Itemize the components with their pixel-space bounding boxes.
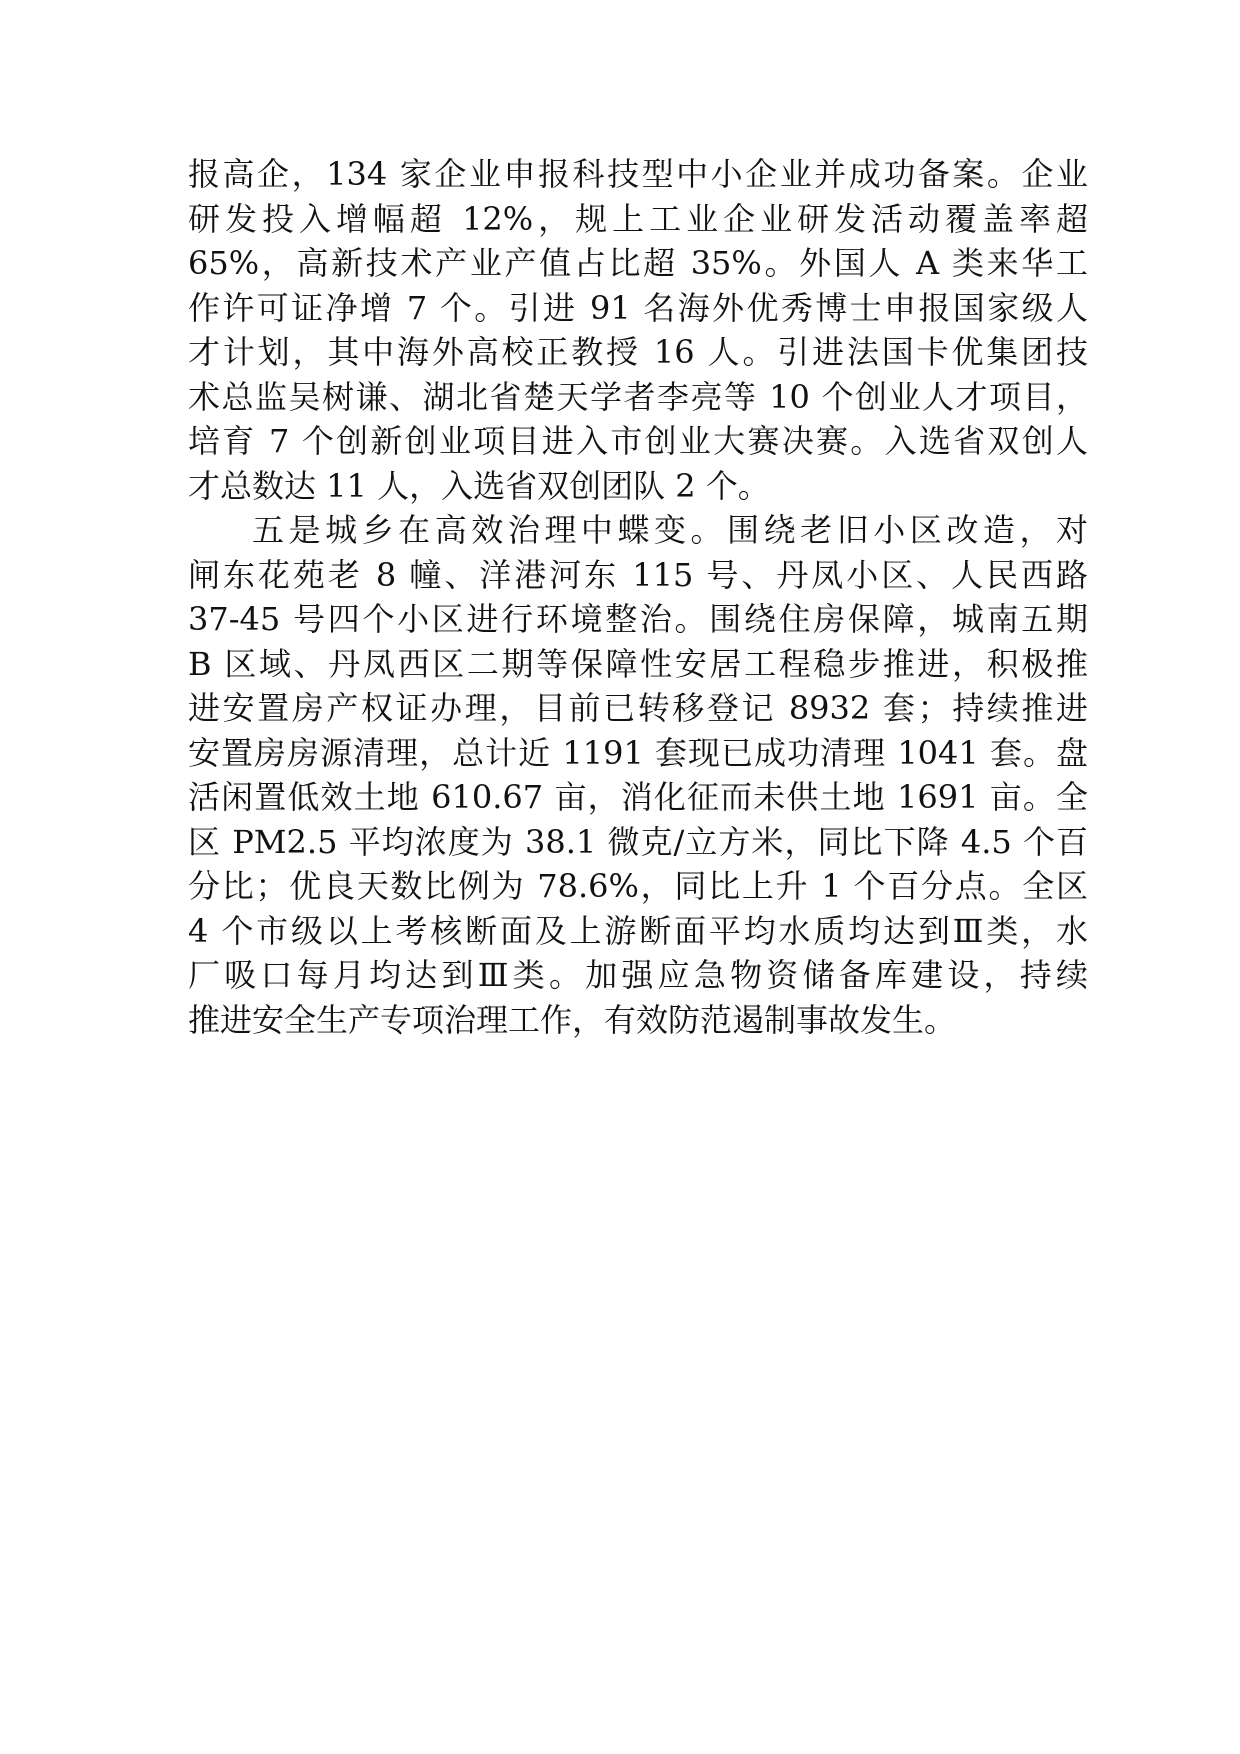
text-line: 安置房房源清理，总计近 1191 套现已成功清理 1041 套。盘: [188, 733, 1088, 772]
text-line: 65%，高新技术产业产值占比超 35%。外国人 A 类来华工: [188, 244, 1088, 282]
text-line: 活闲置低效土地 610.67 亩，消化征而未供土地 1691 亩。全: [188, 778, 1088, 816]
text-line: 才计划，其中海外高校正教授 16 人。引进法国卡优集团技: [188, 333, 1088, 371]
text-line: 分比；优良天数比例为 78.6%，同比上升 1 个百分点。全区: [188, 867, 1088, 905]
text-line: 研发投入增幅超 12%，规上工业企业研发活动覆盖率超: [188, 199, 1088, 238]
text-line: 术总监吴树谦、湖北省楚天学者李亮等 10 个创业人才项目，: [188, 377, 1088, 416]
text-line: 才总数达 11 人，入选省双创团队 2 个。: [188, 466, 770, 505]
text-line: B 区域、丹凤西区二期等保障性安居工程稳步推进，积极推: [188, 644, 1088, 683]
text-line: 37-45 号四个小区进行环境整治。围绕住房保障，城南五期: [188, 600, 1088, 638]
document-body: [188, 152, 1088, 1042]
text-line: 报高企，134 家企业申报科技型中小企业并成功备案。企业: [188, 155, 1088, 193]
text-line: 闸东花苑老 8 幢、洋港河东 115 号、丹凤小区、人民西路: [188, 555, 1088, 594]
text-line: 推进安全生产专项治理工作，有效防范遏制事故发生。: [188, 1000, 957, 1039]
text-line: 五是城乡在高效治理中蝶变。围绕老旧小区改造，对: [252, 511, 1088, 549]
text-line: 4 个市级以上考核断面及上游断面平均水质均达到Ⅲ类，水: [188, 911, 1088, 950]
text-line: 培育 7 个创新创业项目进入市创业大赛决赛。入选省双创人: [188, 422, 1088, 460]
text-line: 区 PM2.5 平均浓度为 38.1 微克/立方米，同比下降 4.5 个百: [188, 822, 1088, 861]
paragraph-1: [188, 152, 1088, 508]
text-line: 作许可证净增 7 个。引进 91 名海外优秀博士申报国家级人: [188, 288, 1088, 327]
text-line: 厂吸口每月均达到Ⅲ类。加强应急物资储备库建设，持续: [188, 956, 1088, 994]
text-line: 进安置房产权证办理，目前已转移登记 8932 套；持续推进: [188, 689, 1088, 727]
paragraph-2: [188, 508, 1088, 1042]
